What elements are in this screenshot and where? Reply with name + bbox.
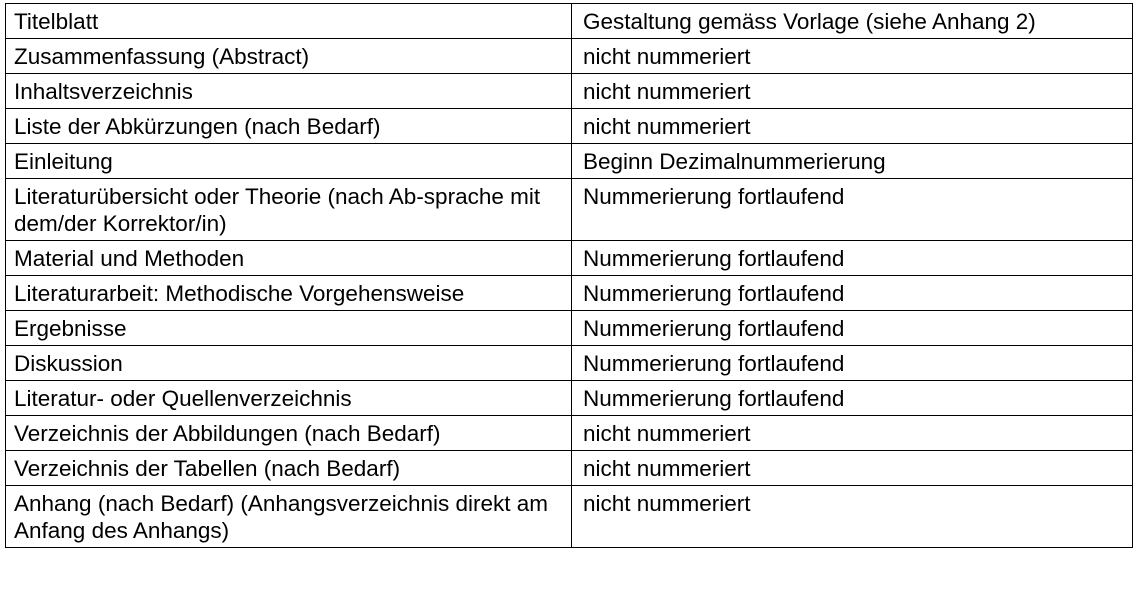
numbering-cell: Nummerierung fortlaufend xyxy=(572,346,1133,381)
section-cell: Ergebnisse xyxy=(6,311,572,346)
table-row xyxy=(6,74,1133,109)
table-row xyxy=(6,451,1133,486)
table-row xyxy=(6,486,1133,548)
numbering-cell: nicht nummeriert xyxy=(572,74,1133,109)
table-row xyxy=(6,39,1133,74)
section-cell: Literaturarbeit: Methodische Vorgehensweise xyxy=(6,276,572,311)
section-cell: Material und Methoden xyxy=(6,241,572,276)
table-row xyxy=(6,179,1133,241)
numbering-cell: nicht nummeriert xyxy=(572,109,1133,144)
numbering-cell: Gestaltung gemäss Vorlage (siehe Anhang 2) xyxy=(572,4,1133,39)
structure-table-body xyxy=(6,4,1133,548)
section-cell: Literaturübersicht oder Theorie (nach Ab-sprache mit dem/der Korrektor/in) xyxy=(6,179,572,241)
table-row xyxy=(6,276,1133,311)
table-row xyxy=(6,109,1133,144)
section-cell: Anhang (nach Bedarf) (Anhangsverzeichnis direkt am Anfang des Anhangs) xyxy=(6,486,572,548)
numbering-cell: Beginn Dezimalnummerierung xyxy=(572,144,1133,179)
table-row xyxy=(6,416,1133,451)
table-row xyxy=(6,4,1133,39)
table-row xyxy=(6,346,1133,381)
table-row xyxy=(6,311,1133,346)
numbering-cell: Nummerierung fortlaufend xyxy=(572,241,1133,276)
table-row xyxy=(6,241,1133,276)
numbering-cell: Nummerierung fortlaufend xyxy=(572,179,1133,241)
section-cell: Einleitung xyxy=(6,144,572,179)
section-cell: Titelblatt xyxy=(6,4,572,39)
table-row xyxy=(6,144,1133,179)
numbering-cell: nicht nummeriert xyxy=(572,486,1133,548)
section-cell: Verzeichnis der Abbildungen (nach Bedarf) xyxy=(6,416,572,451)
numbering-cell: nicht nummeriert xyxy=(572,39,1133,74)
table-row xyxy=(6,381,1133,416)
section-cell: Verzeichnis der Tabellen (nach Bedarf) xyxy=(6,451,572,486)
section-cell: Zusammenfassung (Abstract) xyxy=(6,39,572,74)
section-cell: Liste der Abkürzungen (nach Bedarf) xyxy=(6,109,572,144)
numbering-cell: nicht nummeriert xyxy=(572,451,1133,486)
section-cell: Inhaltsverzeichnis xyxy=(6,74,572,109)
numbering-cell: Nummerierung fortlaufend xyxy=(572,276,1133,311)
numbering-cell: nicht nummeriert xyxy=(572,416,1133,451)
structure-table xyxy=(5,3,1133,548)
numbering-cell: Nummerierung fortlaufend xyxy=(572,381,1133,416)
section-cell: Diskussion xyxy=(6,346,572,381)
numbering-cell: Nummerierung fortlaufend xyxy=(572,311,1133,346)
section-cell: Literatur- oder Quellenverzeichnis xyxy=(6,381,572,416)
